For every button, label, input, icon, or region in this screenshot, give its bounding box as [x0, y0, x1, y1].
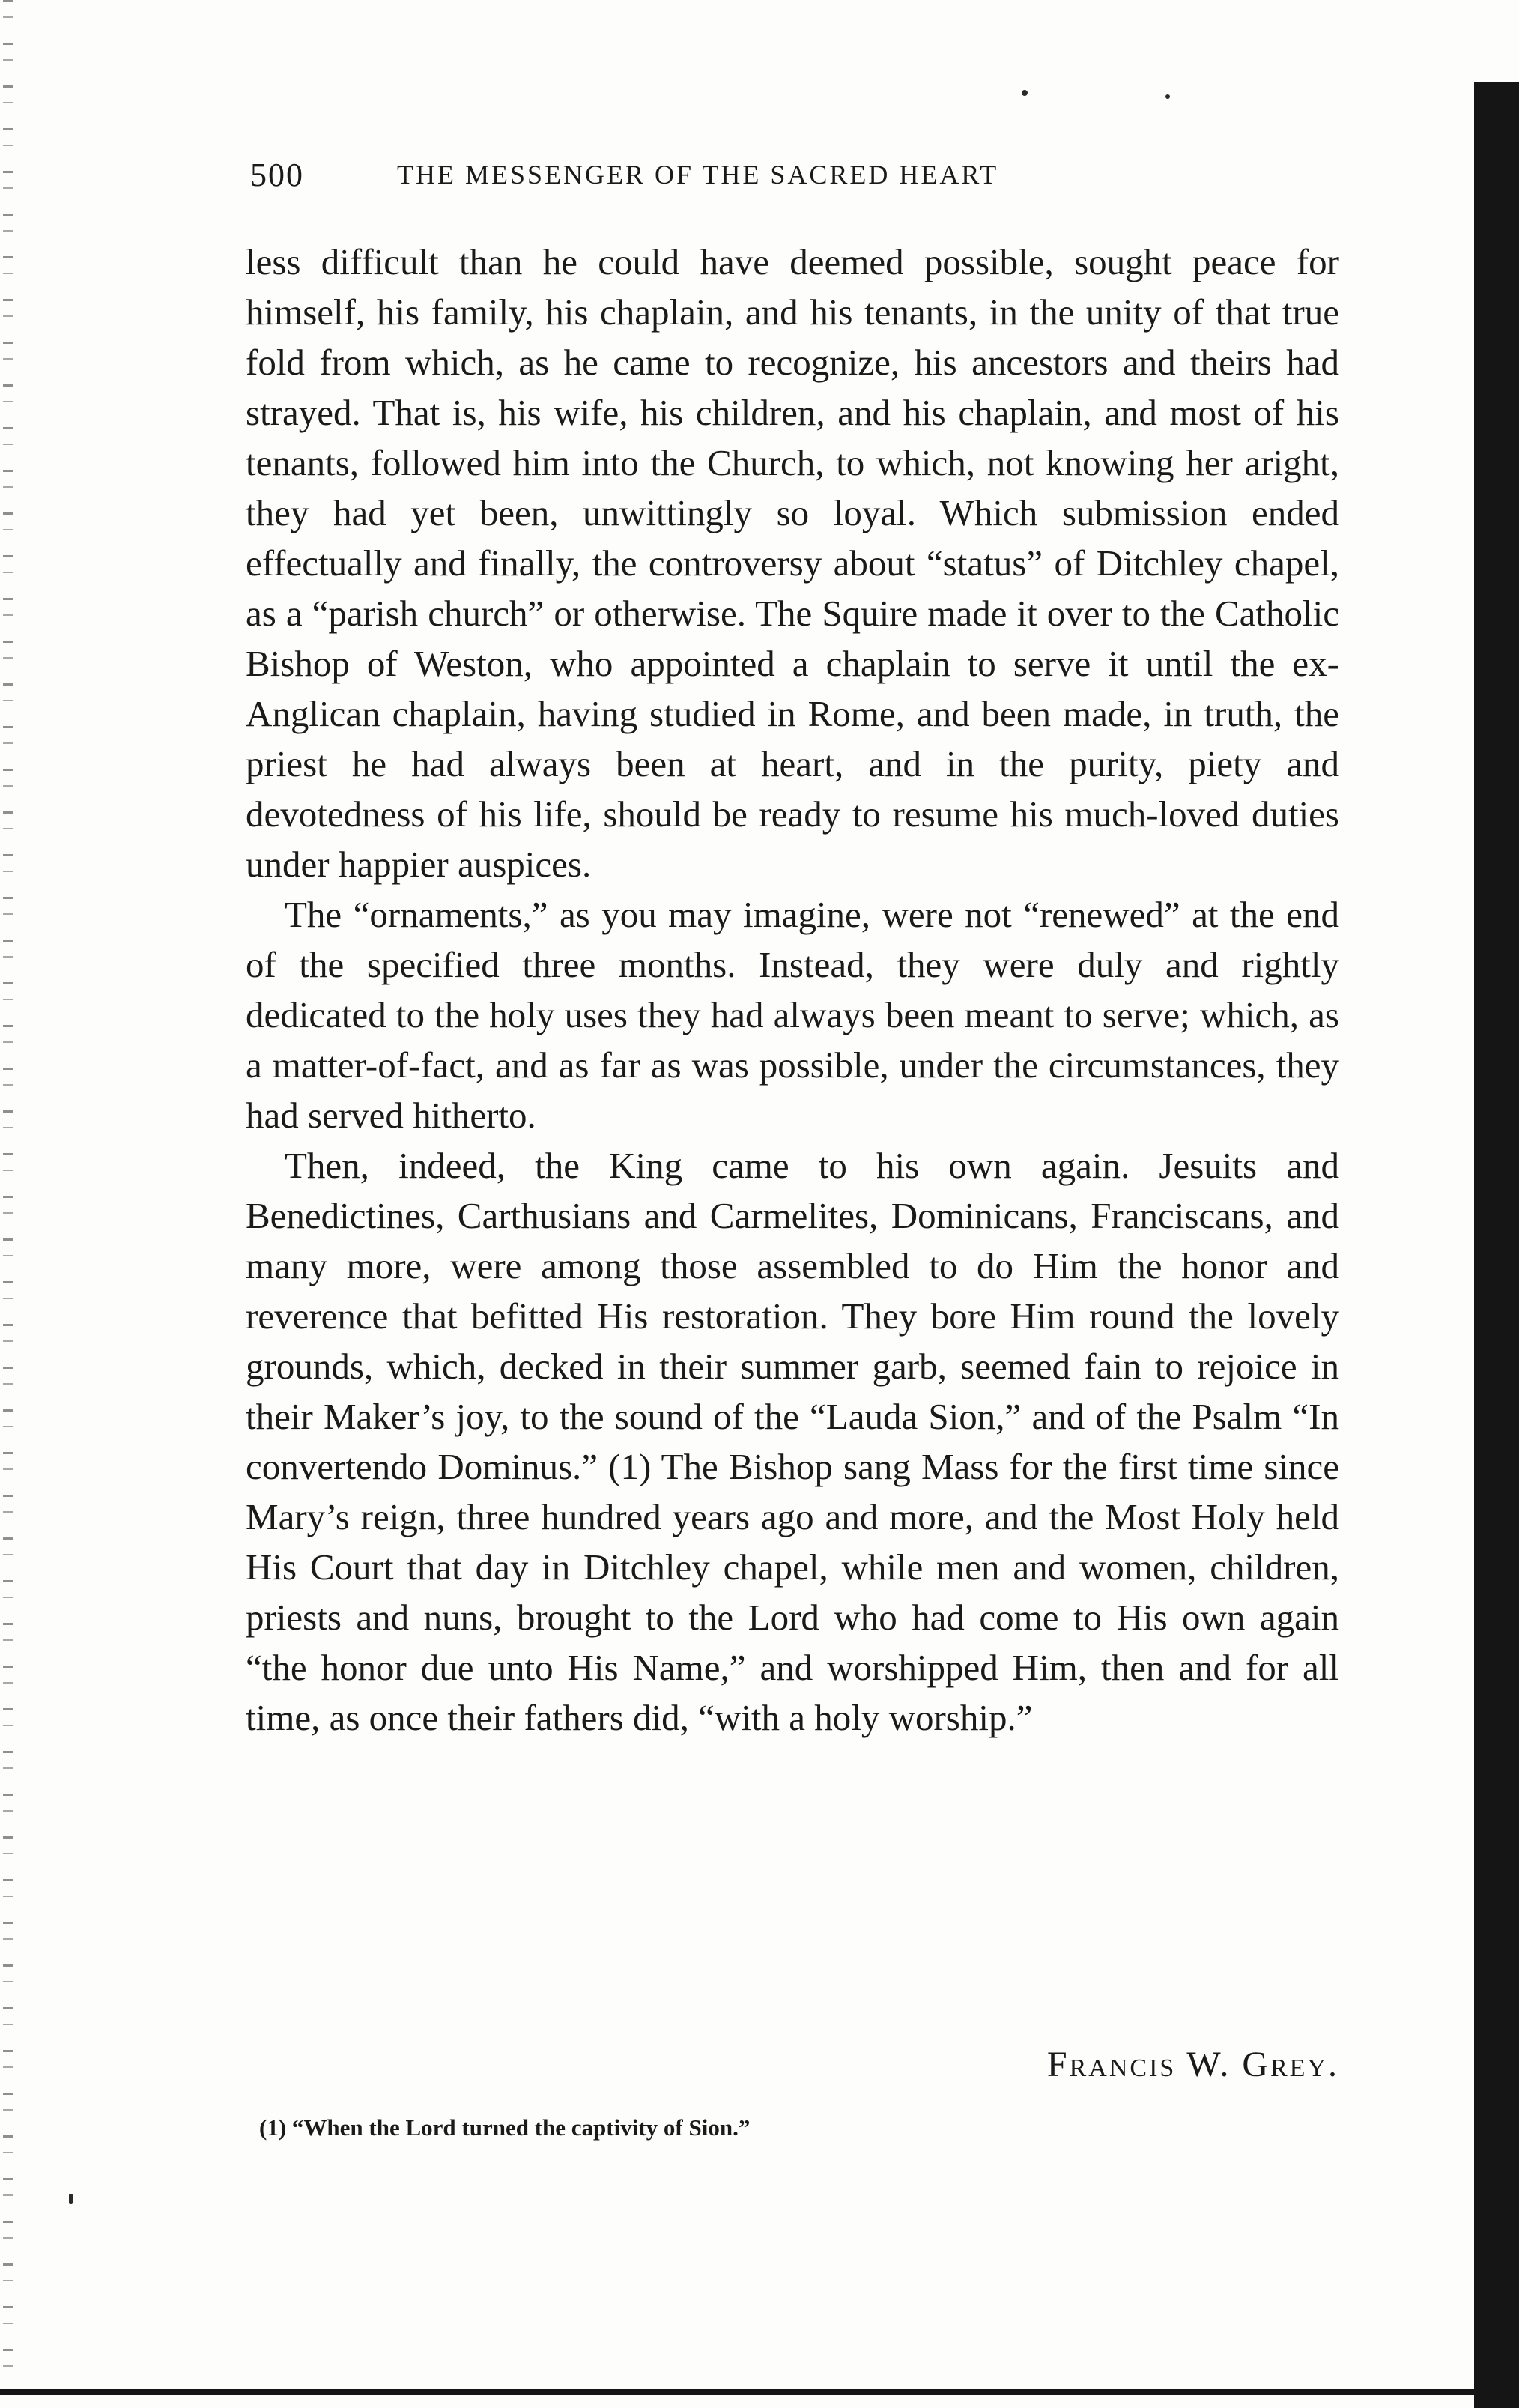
scan-bottom-edge: [0, 2389, 1519, 2395]
running-title: THE MESSENGER OF THE SACRED HEART: [397, 160, 999, 190]
paragraph: The “ornaments,” as you may imagine, were not “renewed” at the end of the specified three months. Instead, they were duly and rightly dedicated to the holy uses they had always been meant to serve; which, as a matter-of-fact, and as far as was possible, under the circumstances, they had served hitherto.: [246, 894, 1339, 1136]
ink-speck: [1022, 90, 1028, 96]
page-header: [250, 156, 1329, 201]
article-body: [246, 237, 1339, 1743]
scan-left-edge: [3, 0, 13, 2408]
footnote: (1) “When the Lord turned the captivity of Sion.”: [259, 2114, 751, 2141]
ink-speck: [1165, 94, 1170, 99]
scan-right-edge: [1474, 82, 1519, 2408]
ink-speck: [69, 2194, 73, 2204]
paragraph: Then, indeed, the King came to his own again. Jesuits and Benedictines, Carthusians and Carmelites, Dominicans, Franciscans, and many more, were among those assembled to do Him the honor and reverence that befitted His restoration. They bore Him round the lovely grounds, which, decked in their summer garb, seemed fain to rejoice in their Maker’s joy, to the sound of the “Lauda Sion,” and of the Psalm “In convertendo Dominus.” (1) The Bishop sang Mass for the first time since Mary’s reign, three hundred years ago and more, and the Most Holy held His Court that day in Ditchley chapel, while men and women, children, priests and nuns, brought to the Lord who had come to His own again “the honor due unto His Name,” and worshipped Him, then and for all time, as once their fathers did, “with a holy worship.”: [246, 1145, 1339, 1738]
author-signature: Francis W. Grey.: [1046, 2045, 1339, 2084]
paragraph: less difficult than he could have deemed possible, sought peace for himself, his family, his chaplain, and his tenants, in the unity of that true fold from which, as he came to recognize, his ancestors and theirs had strayed. That is, his wife, his children, and his chaplain, and most of his tenants, followed him into the Church, to which, not knowing her aright, they had yet been, unwittingly so loyal. Which submission ended effectually and finally, the controversy about “status” of Ditchley chapel, as a “parish church” or otherwise. The Squire made it over to the Catholic Bishop of Weston, who appointed a chaplain to serve it until the ex-Anglican chaplain, having studied in Rome, and been made, in truth, the priest he had always been at heart, and in the purity, piety and devotedness of his life, should be ready to resume his much-loved duties under happier auspices.: [246, 241, 1339, 885]
page-number: 500: [250, 157, 304, 193]
